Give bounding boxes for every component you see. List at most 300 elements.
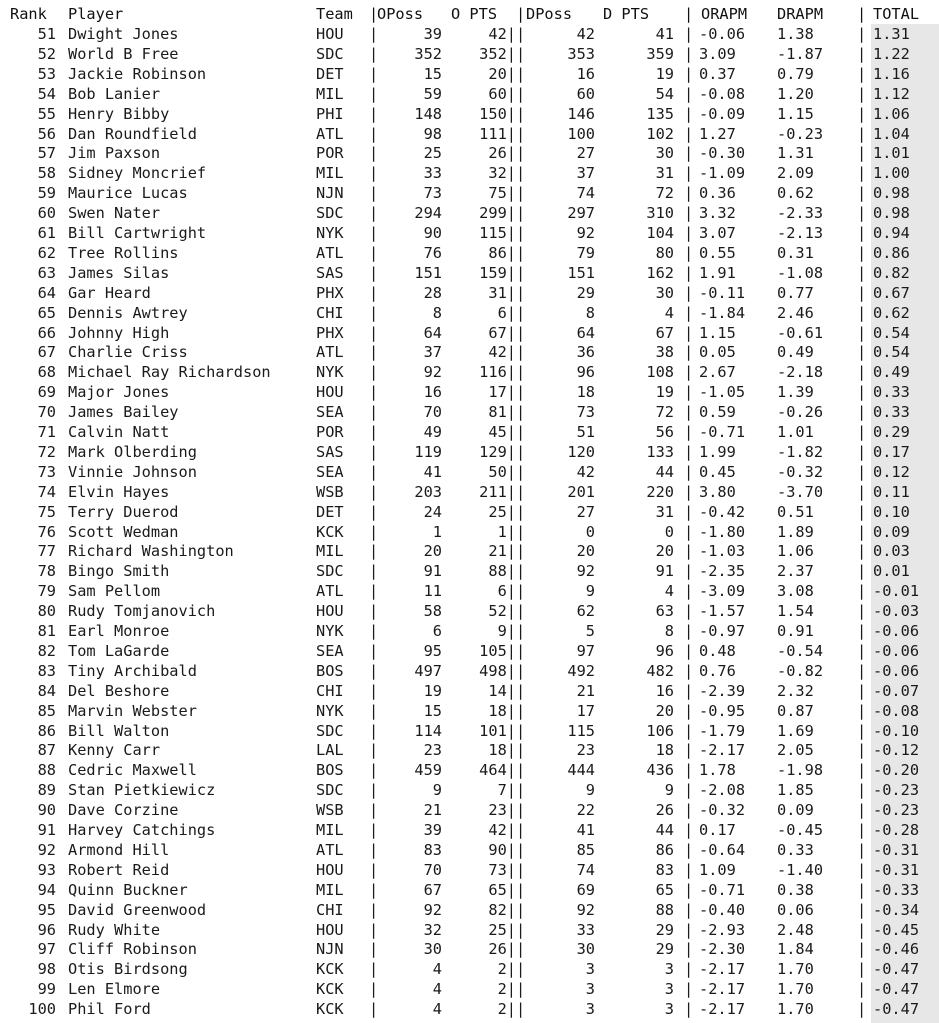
cell-separator: | <box>857 482 867 501</box>
cell-orapm: -1.03 <box>699 542 746 561</box>
cell-separator: | <box>684 303 694 322</box>
cell-opts: 464| <box>479 761 516 780</box>
cell-orapm: -0.08 <box>699 84 746 103</box>
cell-separator: | <box>516 1000 526 1019</box>
cell-player: David Greenwood <box>68 900 207 919</box>
cell-orapm: -1.80 <box>699 522 746 541</box>
cell-oposs: 37 <box>423 343 442 362</box>
cell-rank: 54 <box>37 84 56 103</box>
cell-team: SAS <box>316 442 344 461</box>
cell-separator: | <box>684 164 694 183</box>
cell-team: DET <box>316 64 344 83</box>
cell-oposs: 76 <box>423 243 442 262</box>
cell-separator: | <box>516 423 526 441</box>
cell-separator: | <box>516 124 526 143</box>
cell-orapm: -1.79 <box>699 721 746 740</box>
cell-separator: | <box>857 960 867 979</box>
cell-drapm: 0.87 <box>777 701 814 720</box>
cell-opts: 26| <box>488 144 516 163</box>
cell-orapm: 0.76 <box>699 661 736 680</box>
cell-orapm: -0.71 <box>699 423 746 441</box>
cell-dposs: 60 <box>576 84 595 103</box>
cell-orapm: 2.67 <box>699 363 736 382</box>
cell-team: BOS <box>316 661 344 680</box>
cell-total: -0.06 <box>873 622 920 640</box>
cell-rank: 63 <box>37 263 56 282</box>
cell-rank: 72 <box>37 442 56 461</box>
cell-player: Bill Walton <box>68 721 170 740</box>
cell-separator: | <box>516 403 526 422</box>
cell-separator: | <box>369 801 379 820</box>
cell-orapm: -1.57 <box>699 602 746 621</box>
cell-player: Johnny High <box>68 323 170 342</box>
cell-separator: | <box>369 980 379 999</box>
cell-separator: | <box>369 821 379 839</box>
cell-rank: 77 <box>37 542 56 561</box>
cell-orapm: -2.17 <box>699 980 746 999</box>
cell-separator: | <box>857 124 867 143</box>
cell-team: MIL <box>316 542 344 561</box>
cell-dpts: 102 <box>646 124 674 143</box>
cell-dposs: 492 <box>567 661 595 680</box>
cell-orapm: -1.09 <box>699 164 746 183</box>
cell-opts: 88| <box>488 562 516 581</box>
cell-opts: 14| <box>488 681 516 700</box>
cell-opts: 75| <box>488 184 516 203</box>
cell-oposs: 23 <box>423 741 442 760</box>
cell-oposs: 19 <box>423 681 442 700</box>
cell-rank: 62 <box>37 243 56 262</box>
cell-player: Armond Hill <box>68 840 170 859</box>
cell-rank: 76 <box>37 522 56 541</box>
cell-orapm: 1.91 <box>699 263 736 282</box>
cell-dpts: 0 <box>664 522 674 541</box>
cell-dpts: 67 <box>655 323 674 342</box>
cell-player: Quinn Buckner <box>68 880 188 899</box>
cell-orapm: 0.48 <box>699 641 736 660</box>
cell-total: 0.98 <box>873 204 910 223</box>
cell-dposs: 41 <box>576 821 595 839</box>
cell-separator: | <box>369 502 379 521</box>
cell-dpts: 3 <box>664 1000 674 1019</box>
cell-opts: 60| <box>488 84 516 103</box>
cell-rank: 68 <box>37 363 56 382</box>
cell-opts: 90| <box>488 840 516 859</box>
cell-orapm: 1.27 <box>699 124 736 143</box>
cell-drapm: -0.54 <box>777 641 824 660</box>
cell-separator: | <box>369 562 379 581</box>
cell-drapm: 0.79 <box>777 64 814 83</box>
cell-separator: | <box>516 323 526 342</box>
cell-dpts: 38 <box>655 343 674 362</box>
cell-team: PHX <box>316 283 344 302</box>
cell-rank: 60 <box>37 204 56 223</box>
cell-separator: | <box>684 582 694 601</box>
cell-orapm: 1.15 <box>699 323 736 342</box>
cell-oposs: 58 <box>423 602 442 621</box>
cell-orapm: -2.93 <box>699 920 746 939</box>
cell-rank: 90 <box>37 801 56 820</box>
cell-dpts: 135 <box>646 104 674 123</box>
cell-dpts: 4 <box>664 303 674 322</box>
cell-dposs: 9 <box>585 781 595 800</box>
cell-separator: | <box>857 403 867 422</box>
cell-total: -0.34 <box>873 900 920 919</box>
cell-separator: | <box>684 323 694 342</box>
cell-oposs: 203 <box>414 482 442 501</box>
cell-orapm: -0.32 <box>699 801 746 820</box>
cell-separator: | <box>684 502 694 521</box>
cell-opts: 82| <box>488 900 516 919</box>
cell-opts: 116| <box>479 363 516 382</box>
cell-separator: | <box>369 741 379 760</box>
header-total: TOTAL <box>873 5 920 23</box>
cell-dpts: 86 <box>655 840 674 859</box>
cell-separator: | <box>684 144 694 163</box>
cell-opts: 21| <box>488 542 516 561</box>
header-row <box>0 4 920 24</box>
cell-oposs: 33 <box>423 164 442 183</box>
cell-dpts: 44 <box>655 462 674 481</box>
cell-rank: 56 <box>37 124 56 143</box>
cell-orapm: -2.30 <box>699 940 746 959</box>
cell-drapm: -0.26 <box>777 403 824 422</box>
cell-dpts: 133 <box>646 442 674 461</box>
cell-oposs: 39 <box>423 821 442 839</box>
cell-opts: 45| <box>488 423 516 441</box>
cell-oposs: 92 <box>423 363 442 382</box>
cell-opts: 42| <box>488 821 516 839</box>
cell-orapm: -2.35 <box>699 562 746 581</box>
cell-rank: 87 <box>37 741 56 760</box>
cell-separator: | <box>684 801 694 820</box>
cell-separator: | <box>684 263 694 282</box>
cell-team: WSB <box>316 801 344 820</box>
cell-oposs: 114 <box>414 721 442 740</box>
cell-separator: | <box>516 900 526 919</box>
cell-player: Scott Wedman <box>68 522 179 541</box>
cell-dposs: 27 <box>576 502 595 521</box>
cell-separator: | <box>369 701 379 720</box>
cell-dposs: 73 <box>576 403 595 422</box>
cell-dposs: 62 <box>576 602 595 621</box>
cell-separator: | <box>516 44 526 63</box>
cell-dpts: 91 <box>655 562 674 581</box>
cell-separator: | <box>369 84 379 103</box>
cell-separator: | <box>369 303 379 322</box>
cell-rank: 66 <box>37 323 56 342</box>
cell-player: Jim Paxson <box>68 144 161 163</box>
cell-separator: | <box>369 900 379 919</box>
cell-drapm: 0.77 <box>777 283 814 302</box>
cell-orapm: 0.36 <box>699 184 736 203</box>
cell-separator: | <box>369 283 379 302</box>
cell-separator: | <box>857 263 867 282</box>
cell-orapm: 3.32 <box>699 204 736 223</box>
cell-team: LAL <box>316 741 344 760</box>
cell-separator: | <box>857 204 867 223</box>
cell-drapm: -0.61 <box>777 323 824 342</box>
cell-dposs: 8 <box>585 303 595 322</box>
cell-total: 1.00 <box>873 164 910 183</box>
cell-drapm: 0.91 <box>777 622 814 640</box>
cell-drapm: 1.70 <box>777 960 814 979</box>
cell-separator: | <box>857 821 867 839</box>
cell-opts: 7| <box>497 781 516 800</box>
cell-total: -0.08 <box>873 701 920 720</box>
cell-drapm: 2.48 <box>777 920 814 939</box>
cell-dposs: 64 <box>576 323 595 342</box>
cell-player: Charlie Criss <box>68 343 188 362</box>
cell-dposs: 79 <box>576 243 595 262</box>
cell-opts: 23| <box>488 801 516 820</box>
header-team: Team <box>316 5 353 23</box>
cell-separator: | <box>516 283 526 302</box>
cell-team: POR <box>316 423 344 441</box>
cell-drapm: -0.82 <box>777 661 824 680</box>
cell-oposs: 32 <box>423 920 442 939</box>
cell-rank: 97 <box>37 940 56 959</box>
cell-drapm: -1.87 <box>777 44 824 63</box>
cell-team: ATL <box>316 343 344 362</box>
cell-drapm: -1.40 <box>777 860 824 879</box>
cell-total: -0.20 <box>873 761 920 780</box>
cell-total: 0.03 <box>873 542 910 561</box>
header-oposs: OPoss <box>377 5 424 23</box>
cell-separator: | <box>857 144 867 163</box>
cell-dposs: 17 <box>576 701 595 720</box>
cell-separator: | <box>857 522 867 541</box>
cell-dpts: 30 <box>655 144 674 163</box>
cell-separator: | <box>857 542 867 561</box>
cell-dpts: 310 <box>646 204 674 223</box>
cell-separator: | <box>369 383 379 402</box>
cell-player: Terry Duerod <box>68 502 179 521</box>
cell-player: Jackie Robinson <box>68 64 207 83</box>
cell-separator: | <box>516 781 526 800</box>
cell-separator: | <box>516 502 526 521</box>
cell-separator: | <box>857 343 867 362</box>
cell-separator: | <box>684 124 694 143</box>
cell-separator: | <box>516 960 526 979</box>
cell-dpts: 72 <box>655 184 674 203</box>
cell-drapm: 2.32 <box>777 681 814 700</box>
cell-rank: 61 <box>37 224 56 242</box>
cell-separator: | <box>516 184 526 203</box>
cell-drapm: 0.62 <box>777 184 814 203</box>
cell-separator: | <box>857 104 867 123</box>
cell-orapm: -1.84 <box>699 303 746 322</box>
cell-dposs: 22 <box>576 801 595 820</box>
cell-drapm: 1.69 <box>777 721 814 740</box>
cell-separator: | <box>369 263 379 282</box>
cell-dposs: 96 <box>576 363 595 382</box>
cell-total: 0.67 <box>873 283 910 302</box>
cell-oposs: 119 <box>414 442 442 461</box>
cell-player: Cliff Robinson <box>68 940 197 959</box>
cell-dpts: 106 <box>646 721 674 740</box>
cell-separator: | <box>369 124 379 143</box>
cell-separator: | <box>857 562 867 581</box>
cell-separator: | <box>857 880 867 899</box>
cell-total: -0.06 <box>873 641 920 660</box>
cell-dposs: 69 <box>576 880 595 899</box>
cell-separator: | <box>684 781 694 800</box>
cell-separator: | <box>857 721 867 740</box>
cell-player: Otis Birdsong <box>68 960 188 979</box>
cell-separator: | <box>369 920 379 939</box>
cell-oposs: 4 <box>432 960 442 979</box>
cell-separator: | <box>516 343 526 362</box>
cell-player: Michael Ray Richardson <box>68 363 271 382</box>
cell-player: Len Elmore <box>68 980 161 999</box>
cell-rank: 96 <box>37 920 56 939</box>
cell-separator: | <box>369 622 379 640</box>
cell-separator: | <box>684 622 694 640</box>
cell-total: 1.22 <box>873 44 910 63</box>
cell-dpts: 19 <box>655 64 674 83</box>
cell-orapm: 3.09 <box>699 44 736 63</box>
cell-separator: | <box>857 622 867 640</box>
cell-player: Phil Ford <box>68 1000 151 1019</box>
cell-player: Tree Rollins <box>68 243 179 262</box>
cell-oposs: 459 <box>414 761 442 780</box>
cell-separator: | <box>684 462 694 481</box>
cell-player: Gar Heard <box>68 283 151 302</box>
cell-separator: | <box>516 840 526 859</box>
cell-separator: | <box>369 44 379 63</box>
cell-dpts: 18 <box>655 741 674 760</box>
header-dposs: DPoss <box>526 5 573 23</box>
cell-drapm: 2.09 <box>777 164 814 183</box>
cell-dposs: 353 <box>567 44 595 63</box>
cell-total: 0.33 <box>873 403 910 422</box>
header-opts: O PTS <box>451 5 498 23</box>
cell-rank: 74 <box>37 482 56 501</box>
cell-dposs: 29 <box>576 283 595 302</box>
cell-separator: | <box>516 263 526 282</box>
cell-player: James Silas <box>68 263 170 282</box>
cell-separator: | <box>684 542 694 561</box>
cell-opts: 2| <box>497 980 516 999</box>
cell-orapm: 0.59 <box>699 403 736 422</box>
cell-orapm: -0.95 <box>699 701 746 720</box>
cell-orapm: -2.08 <box>699 781 746 800</box>
cell-dposs: 100 <box>567 124 595 143</box>
cell-opts: 17| <box>488 383 516 402</box>
cell-total: -0.12 <box>873 741 920 760</box>
cell-orapm: -2.17 <box>699 741 746 760</box>
cell-separator: | <box>369 184 379 203</box>
cell-separator: | <box>684 44 694 63</box>
cell-orapm: -0.09 <box>699 104 746 123</box>
cell-separator: | <box>684 681 694 700</box>
cell-rank: 65 <box>37 303 56 322</box>
cell-oposs: 352 <box>414 44 442 63</box>
cell-dpts: 29 <box>655 940 674 959</box>
cell-oposs: 25 <box>423 144 442 163</box>
cell-drapm: 0.51 <box>777 502 814 521</box>
cell-dposs: 5 <box>585 622 595 640</box>
cell-separator: | <box>857 940 867 959</box>
cell-team: CHI <box>316 303 344 322</box>
cell-dposs: 9 <box>585 582 595 601</box>
cell-orapm: 1.78 <box>699 761 736 780</box>
cell-separator: | <box>684 383 694 402</box>
cell-dpts: 220 <box>646 482 674 501</box>
cell-dpts: 359 <box>646 44 674 63</box>
cell-separator: | <box>369 323 379 342</box>
cell-separator: | <box>516 821 526 839</box>
cell-team: CHI <box>316 681 344 700</box>
cell-oposs: 90 <box>423 224 442 242</box>
cell-rank: 93 <box>37 860 56 879</box>
cell-dposs: 20 <box>576 542 595 561</box>
cell-oposs: 83 <box>423 840 442 859</box>
cell-separator: | <box>516 622 526 640</box>
cell-dpts: 88 <box>655 900 674 919</box>
cell-opts: 67| <box>488 323 516 342</box>
cell-separator: | <box>684 25 694 43</box>
cell-separator: | <box>684 840 694 859</box>
cell-separator: | <box>516 25 526 43</box>
cell-drapm: 1.06 <box>777 542 814 561</box>
cell-opts: 50| <box>488 462 516 481</box>
cell-separator: | <box>516 940 526 959</box>
cell-oposs: 148 <box>414 104 442 123</box>
cell-drapm: -3.70 <box>777 482 824 501</box>
cell-oposs: 73 <box>423 184 442 203</box>
cell-separator: | <box>516 860 526 879</box>
cell-drapm: 1.85 <box>777 781 814 800</box>
cell-rank: 88 <box>37 761 56 780</box>
cell-player: Rudy White <box>68 920 161 939</box>
cell-separator: | <box>684 741 694 760</box>
cell-separator: | <box>857 184 867 203</box>
cell-dposs: 151 <box>567 263 595 282</box>
cell-dposs: 201 <box>567 482 595 501</box>
cell-rank: 81 <box>37 622 56 640</box>
cell-opts: 2| <box>497 960 516 979</box>
cell-rank: 89 <box>37 781 56 800</box>
cell-dposs: 92 <box>576 562 595 581</box>
cell-team: NYK <box>316 363 344 382</box>
cell-player: Rudy Tomjanovich <box>68 602 216 621</box>
cell-separator: | <box>857 980 867 999</box>
cell-separator: | <box>369 522 379 541</box>
cell-team: NYK <box>316 622 344 640</box>
cell-oposs: 98 <box>423 124 442 143</box>
cell-oposs: 6 <box>432 622 442 640</box>
cell-opts: 299| <box>479 204 516 223</box>
cell-rank: 98 <box>37 960 56 979</box>
cell-opts: 9| <box>497 622 516 640</box>
cell-drapm: 0.38 <box>777 880 814 899</box>
cell-separator: | <box>684 900 694 919</box>
cell-team: SDC <box>316 781 344 800</box>
cell-opts: 211| <box>479 482 516 501</box>
cell-rank: 85 <box>37 701 56 720</box>
cell-team: KCK <box>316 1000 344 1019</box>
cell-opts: 26| <box>488 940 516 959</box>
cell-separator: | <box>857 64 867 83</box>
cell-separator: | <box>857 84 867 103</box>
cell-team: SEA <box>316 462 344 481</box>
cell-separator: | <box>369 840 379 859</box>
cell-player: Dan Roundfield <box>68 124 197 143</box>
cell-separator: | <box>369 343 379 362</box>
cell-drapm: 0.31 <box>777 243 814 262</box>
